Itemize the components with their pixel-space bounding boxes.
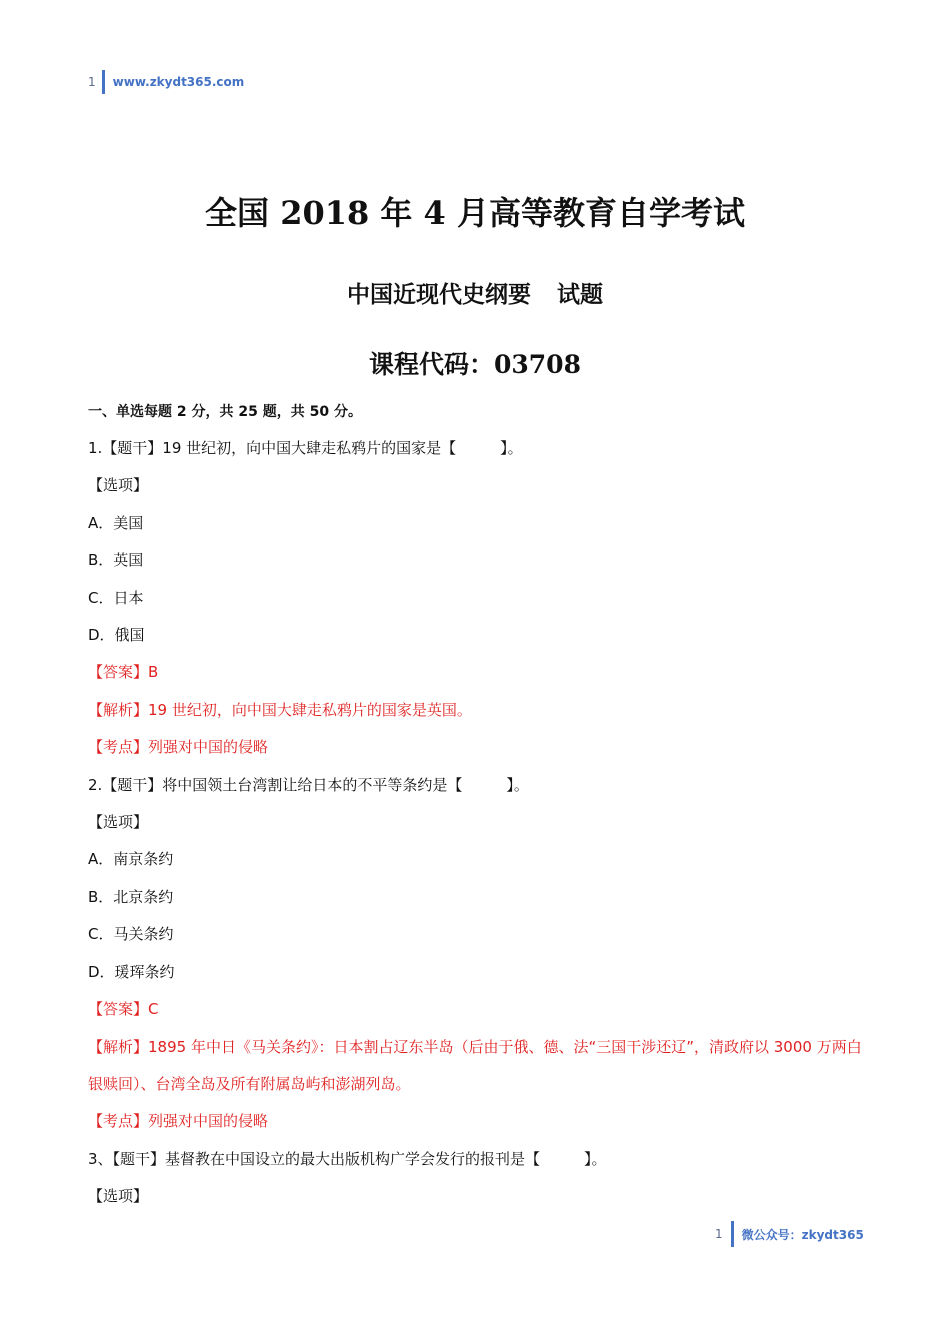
q1-stem: [88, 430, 868, 467]
question-body: [88, 398, 868, 1216]
q2-stem-text: 2.【题干】将中国领土台湾割让给日本的不平等条约是【: [88, 775, 463, 794]
q2-answer: 【答案】C: [88, 1000, 159, 1019]
q2-point: 【考点】列强对中国的侵略: [88, 1112, 269, 1131]
q2-stem: [88, 767, 868, 804]
header-divider: [102, 70, 105, 94]
q3-stem: [88, 1141, 868, 1178]
document-subtitle: [0, 276, 950, 309]
q1-option-d: D．俄国: [88, 626, 145, 645]
header-website-link[interactable]: www.zkydt365.com: [112, 75, 245, 89]
q1-option-a: A．美国: [88, 513, 144, 532]
section-heading: 一、单选每题 2 分，共 25 题，共 50 分。: [88, 404, 362, 420]
q3-options-label: 【选项】: [88, 1187, 149, 1206]
q2-option-b: B．北京条约: [88, 887, 174, 906]
q1-stem-text: 1.【题干】19 世纪初，向中国大肆走私鸦片的国家是【: [88, 439, 457, 457]
q1-stem-end: 】。: [500, 439, 523, 457]
q2-option-a: A．南京条约: [88, 850, 174, 869]
footer-wechat: 微公众号：zkydt365: [741, 1227, 864, 1242]
footer-page-number: 1: [715, 1227, 723, 1241]
header-page-number: 1: [88, 75, 96, 89]
page-header: [88, 70, 244, 94]
q1-option-c: C．日本: [88, 588, 144, 607]
document-title: 全国 2018 年 4 月高等教育自学考试: [205, 194, 745, 232]
q2-analysis: 【解析】1895 年中日《马关条约》：日本割占辽东半岛（后由于俄、德、法“三国干涉还辽”，清政府以 3000 万两白银赎回）、台湾全岛及所有附属岛屿和澎湖列岛。: [88, 1037, 862, 1093]
q1-options-label: 【选项】: [88, 476, 149, 495]
q1-option-b: B．英国: [88, 551, 144, 570]
q1-point: 【考点】列强对中国的侵略: [88, 738, 269, 757]
course-code: 课程代码：03708: [369, 350, 581, 379]
page-footer: [715, 1221, 864, 1247]
course-name: 中国近现代史纲要: [347, 281, 531, 308]
q2-option-d: D．瑗珲条约: [88, 962, 175, 981]
footer-divider: [731, 1221, 734, 1247]
q3-stem-end: 】。: [584, 1149, 607, 1168]
q2-stem-end: 】。: [506, 775, 529, 794]
q3-stem-text: 3、【题干】基督教在中国设立的最大出版机构广学会发行的报刊是【: [88, 1149, 541, 1168]
paper-type: 试题: [557, 281, 603, 308]
q1-analysis: 【解析】19 世纪初，向中国大肆走私鸦片的国家是英国。: [88, 700, 472, 719]
q2-option-c: C．马关条约: [88, 925, 174, 944]
q1-answer: 【答案】B: [88, 663, 159, 682]
q2-options-label: 【选项】: [88, 813, 149, 832]
